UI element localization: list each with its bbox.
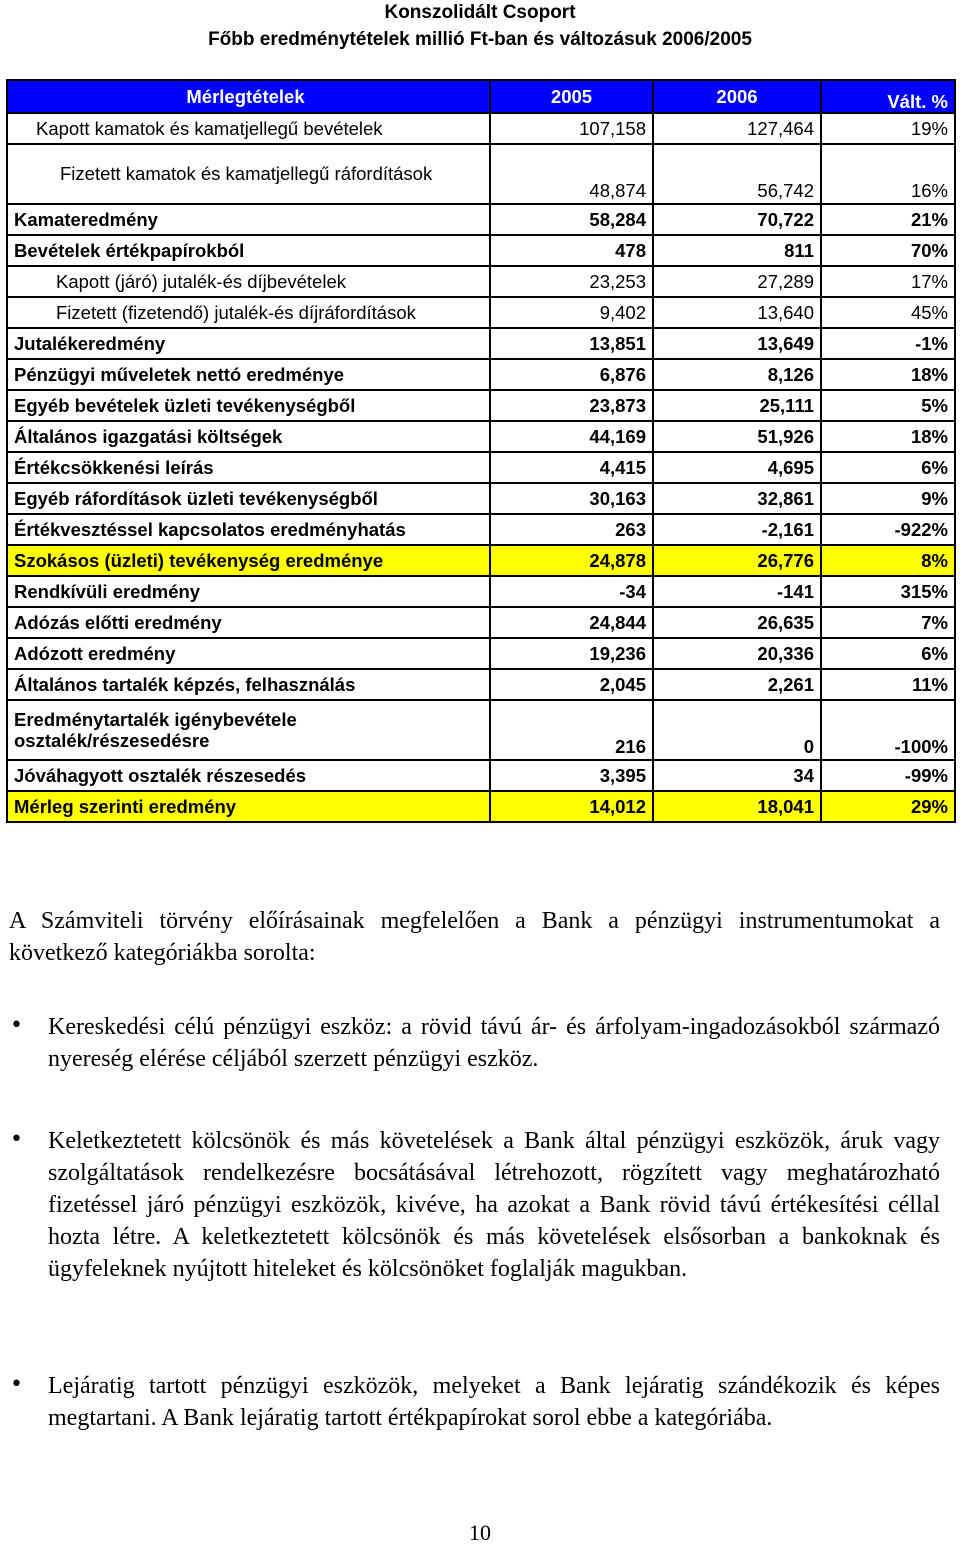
intro-paragraph: A Számviteli törvény előírásainak megfelelően a Bank a pénzügyi instrumentumokat a következő kategóriákba sorolta: [9,908,940,966]
row-label-wrap [7,144,490,204]
cell-change: -1% [821,328,955,359]
row-label: Általános tartalék képzés, felhasználás [7,669,490,700]
row-label: Kapott kamatok és kamatjellegű bevételek [7,113,490,144]
table-row [7,421,955,452]
cell-2006: -141 [653,576,821,607]
table-row-highlighted [7,791,955,822]
cell-2005: 19,236 [490,638,653,669]
table-row [7,390,955,421]
cell-change: -100% [821,700,955,760]
row-label: Rendkívüli eredmény [7,576,490,607]
cell-2005: 48,874 [490,144,653,204]
table-row [7,297,955,328]
table-row [7,669,955,700]
row-label: Jóváhagyott osztalék részesedés [7,760,490,791]
cell-change: 19% [821,113,955,144]
cell-2006: 4,695 [653,452,821,483]
row-label: Egyéb ráfordítások üzleti tevékenységből [7,483,490,514]
cell-2005: 23,873 [490,390,653,421]
cell-2005: 263 [490,514,653,545]
row-label: Általános igazgatási költségek [7,421,490,452]
cell-change: 315% [821,576,955,607]
cell-2006: 56,742 [653,144,821,204]
table-row [7,576,955,607]
cell-2005: -34 [490,576,653,607]
cell-2006: 811 [653,235,821,266]
row-label: Értékvesztéssel kapcsolatos eredményhatás [7,514,490,545]
table-row [7,638,955,669]
table-row [7,266,955,297]
cell-change: 16% [821,144,955,204]
cell-2006: 20,336 [653,638,821,669]
table-row [7,514,955,545]
table-row [7,700,955,760]
cell-change: 18% [821,421,955,452]
row-label: Fizetett (fizetendő) jutalék-és díjráfordítások [7,297,490,328]
cell-change: 11% [821,669,955,700]
cell-2005: 216 [490,700,653,760]
row-label: Adózott eredmény [7,638,490,669]
table-header-row [7,80,955,113]
cell-change: 21% [821,204,955,235]
column-header-change: Vált. % [821,80,955,113]
cell-2006: 25,111 [653,390,821,421]
cell-2005: 13,851 [490,328,653,359]
row-label: Eredménytartalék igénybevétele osztalék/részesedésre [14,708,297,751]
cell-2005: 478 [490,235,653,266]
row-label: Pénzügyi műveletek nettó eredménye [7,359,490,390]
cell-2005: 4,415 [490,452,653,483]
cell-2006: 13,649 [653,328,821,359]
cell-2005: 24,844 [490,607,653,638]
cell-2005: 44,169 [490,421,653,452]
column-header-label: Mérlegtételek [7,80,490,113]
table-row [7,607,955,638]
table-row [7,760,955,791]
cell-2005: 30,163 [490,483,653,514]
table-row [7,113,955,144]
cell-change: 45% [821,297,955,328]
cell-change: 9% [821,483,955,514]
table-row-highlighted [7,545,955,576]
page-number: 10 [469,1520,491,1545]
bullet-item-loans: Keletkeztetett kölcsönök és más követelések a Bank által pénzügyi eszközök, áruk vagy szolgáltatások rendelkezésre bocsátásával létrehozott, rögzített vagy meghatározható fizetéssel járó pénzügyi eszközök, kivéve, ha azokat a Bank rövid távú értékesítési céllal hozta létre. A keletkeztetett kölcsönök és más követelések elsősorban a bankoknak és ügyfeleknek nyújtott hiteleket és kölcsönöket foglalják magukban. [48,1128,940,1282]
table-row [7,483,955,514]
row-label: Fizetett kamatok és kamatjellegű ráfordítások [60,163,433,185]
table-row [7,144,955,204]
cell-2006: 27,289 [653,266,821,297]
cell-2006: 2,261 [653,669,821,700]
company-title: Konszolidált Csoport [384,2,576,23]
bullet-item-trading: Kereskedési célú pénzügyi eszköz: a rövid távú ár- és árfolyam-ingadozásokból származó nyereség elérése céljából szerzett pénzügyi eszköz. [48,1014,940,1072]
cell-2005: 6,876 [490,359,653,390]
bullet-icon: • [10,1372,23,1397]
row-label: Mérleg szerinti eredmény [7,791,490,822]
cell-2006: 34 [653,760,821,791]
cell-2005: 2,045 [490,669,653,700]
cell-2005: 9,402 [490,297,653,328]
table-row [7,359,955,390]
cell-2006: 0 [653,700,821,760]
row-label: Egyéb bevételek üzleti tevékenységből [7,390,490,421]
row-label: Bevételek értékpapírokból [7,235,490,266]
cell-2005: 3,395 [490,760,653,791]
table-row [7,235,955,266]
cell-2006: 26,635 [653,607,821,638]
cell-2006: 26,776 [653,545,821,576]
cell-change: 18% [821,359,955,390]
row-label: Kamateredmény [7,204,490,235]
cell-change: 70% [821,235,955,266]
cell-2006: 70,722 [653,204,821,235]
bullet-icon: • [10,1013,23,1038]
table-row [7,328,955,359]
table-row [7,204,955,235]
row-label: Értékcsökkenési leírás [7,452,490,483]
row-label: Jutalékeredmény [7,328,490,359]
cell-2006: 127,464 [653,113,821,144]
cell-2006: 13,640 [653,297,821,328]
cell-2006: 32,861 [653,483,821,514]
bullet-item-held-to-maturity: Lejáratig tartott pénzügyi eszközök, melyeket a Bank lejáratig szándékozik és képes megtartani. A Bank lejáratig tartott értékpapírokat sorol ebbe a kategóriába. [48,1373,940,1431]
cell-change: 29% [821,791,955,822]
cell-change: -99% [821,760,955,791]
row-label: Adózás előtti eredmény [7,607,490,638]
cell-2005: 23,253 [490,266,653,297]
report-subtitle: Főbb eredménytételek millió Ft-ban és változásuk 2006/2005 [208,29,752,50]
cell-2005: 14,012 [490,791,653,822]
cell-change: 7% [821,607,955,638]
income-statement-table [6,79,956,823]
cell-change: 8% [821,545,955,576]
cell-2006: 18,041 [653,791,821,822]
cell-2006: 51,926 [653,421,821,452]
column-header-2005: 2005 [490,80,653,113]
cell-change: -922% [821,514,955,545]
column-header-2006: 2006 [653,80,821,113]
cell-2005: 107,158 [490,113,653,144]
cell-2006: -2,161 [653,514,821,545]
cell-2006: 8,126 [653,359,821,390]
table-row [7,452,955,483]
cell-change: 17% [821,266,955,297]
cell-2005: 24,878 [490,545,653,576]
cell-change: 6% [821,638,955,669]
row-label-wrap [7,700,490,760]
cell-change: 6% [821,452,955,483]
bullet-icon: • [10,1127,23,1152]
cell-2005: 58,284 [490,204,653,235]
row-label: Kapott (járó) jutalék-és díjbevételek [7,266,490,297]
row-label: Szokásos (üzleti) tevékenység eredménye [7,545,490,576]
cell-change: 5% [821,390,955,421]
